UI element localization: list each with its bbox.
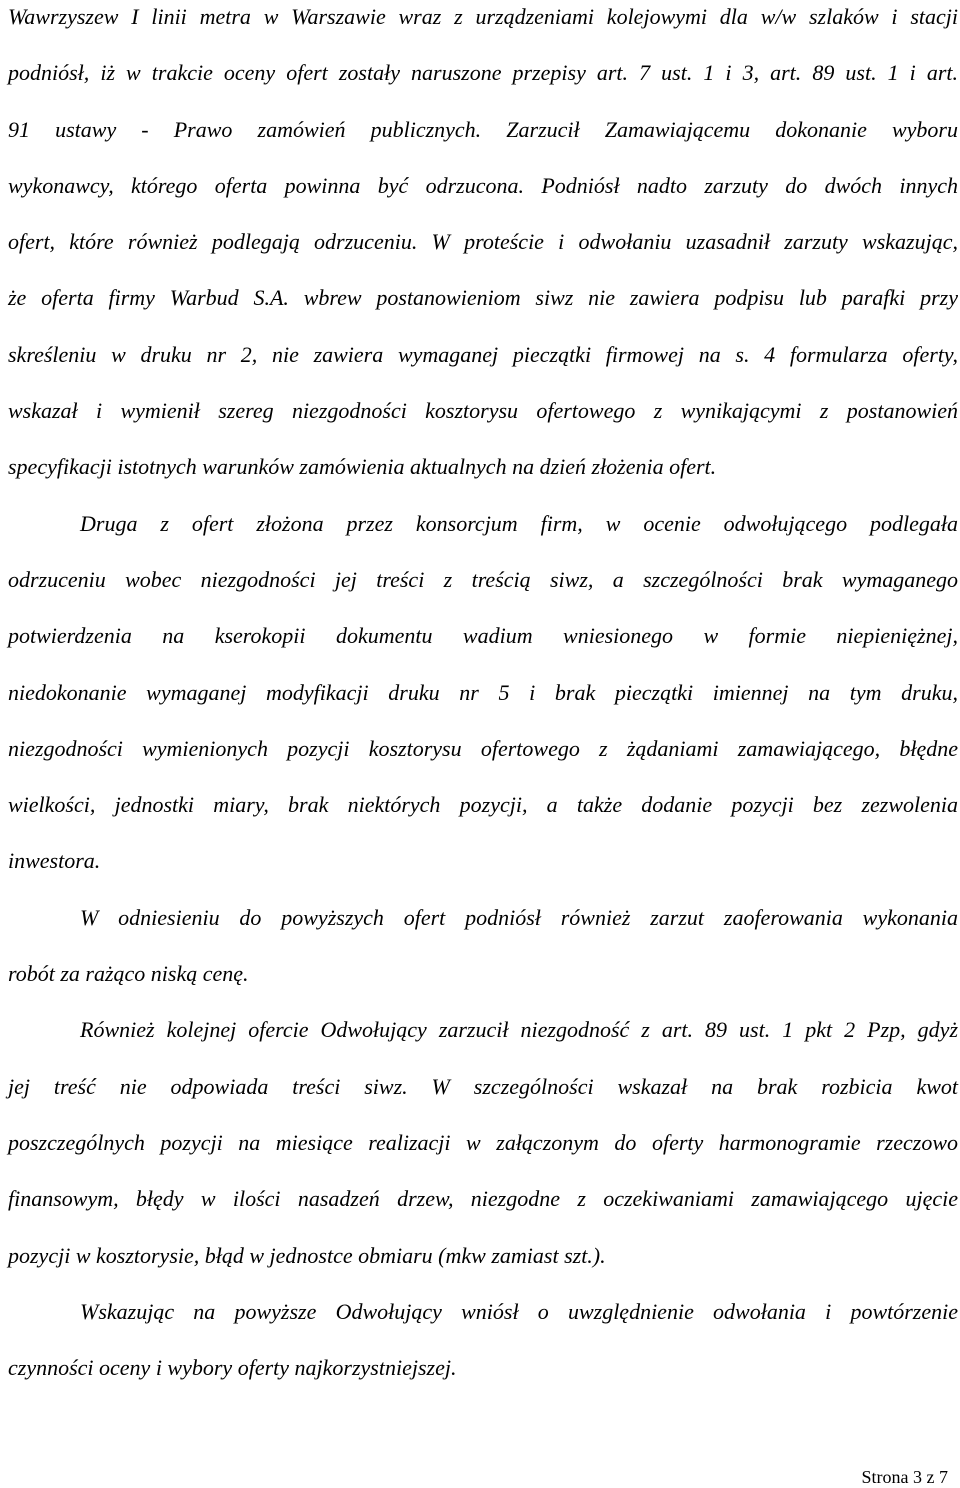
text-line: podniósł, iż w trakcie oceny ofert zostały naruszone przepisy art. 7 ust. 1 i 3, art. 89 ust. 1 i art. xyxy=(8,60,958,86)
document-body xyxy=(8,0,958,1396)
text-line: specyfikacji istotnych warunków zamówienia aktualnych na dzień złożenia ofert. xyxy=(8,454,717,480)
text-line: inwestora. xyxy=(8,848,101,874)
text-line: skreśleniu w druku nr 2, nie zawiera wymaganej pieczątki firmowej na s. 4 formularza oferty, xyxy=(8,341,958,367)
paragraph-first-line: Również kolejnej ofercie Odwołujący zarzucił niezgodność z art. 89 ust. 1 pkt 2 Pzp, gdyż xyxy=(80,1017,958,1043)
document-page xyxy=(8,0,958,1487)
text-line: Wawrzyszew I linii metra w Warszawie wraz z urządzeniami kolejowymi dla w/w szlaków i stacji xyxy=(8,4,958,29)
paragraph-first-line: Druga z ofert złożona przez konsorcjum firm, w ocenie odwołującego podlegała xyxy=(80,510,958,536)
text-line: finansowym, błędy w ilości nasadzeń drzew, niezgodne z oczekiwaniami zamawiającego ujęcie xyxy=(8,1186,958,1212)
text-line: że oferta firmy Warbud S.A. wbrew postanowieniom siwz nie zawiera podpisu lub parafki przy xyxy=(8,285,958,311)
text-line: wskazał i wymienił szereg niezgodności kosztorysu ofertowego z wynikającymi z postanowień xyxy=(8,398,958,424)
text-line: niezgodności wymienionych pozycji kosztorysu ofertowego z żądaniami zamawiającego, błędne xyxy=(8,735,958,761)
paragraph-first-line: Wskazując na powyższe Odwołujący wniósł o uwzględnienie odwołania i powtórzenie xyxy=(80,1298,958,1324)
text-line: odrzuceniu wobec niezgodności jej treści z treścią siwz, a szczególności brak wymaganego xyxy=(8,566,958,592)
text-line: jej treść nie odpowiada treści siwz. W szczególności wskazał na brak rozbicia kwot xyxy=(8,1073,958,1099)
page-number: Strona 3 z 7 xyxy=(861,1467,948,1487)
text-line: poszczególnych pozycji na miesiące realizacji w załączonym do oferty harmonogramie rzeczowo xyxy=(8,1129,958,1155)
text-line: ofert, które również podlegają odrzuceniu. W proteście i odwołaniu uzasadnił zarzuty wskazując, xyxy=(8,229,958,255)
text-line: pozycji w kosztorysie, błąd w jednostce obmiaru (mkw zamiast szt.). xyxy=(8,1242,606,1268)
text-line: wykonawcy, którego oferta powinna być odrzucona. Podniósł nadto zarzuty do dwóch innych xyxy=(8,172,958,198)
text-line: niedokonanie wymaganej modyfikacji druku nr 5 i brak pieczątki imiennej na tym druku, xyxy=(8,679,958,705)
paragraph-first-line: W odniesieniu do powyższych ofert podniósł również zarzut zaoferowania wykonania xyxy=(80,904,958,930)
text-line: potwierdzenia na kserokopii dokumentu wadium wniesionego w formie niepieniężnej, xyxy=(8,623,958,649)
text-line: 91 ustawy - Prawo zamówień publicznych. Zarzucił Zamawiającemu dokonanie wyboru xyxy=(8,116,958,142)
text-line: wielkości, jednostki miary, brak niektórych pozycji, a także dodanie pozycji bez zezwolenia xyxy=(8,792,958,818)
text-line: czynności oceny i wybory oferty najkorzystniejszej. xyxy=(8,1355,457,1381)
text-line: robót za rażąco niską cenę. xyxy=(8,961,249,987)
